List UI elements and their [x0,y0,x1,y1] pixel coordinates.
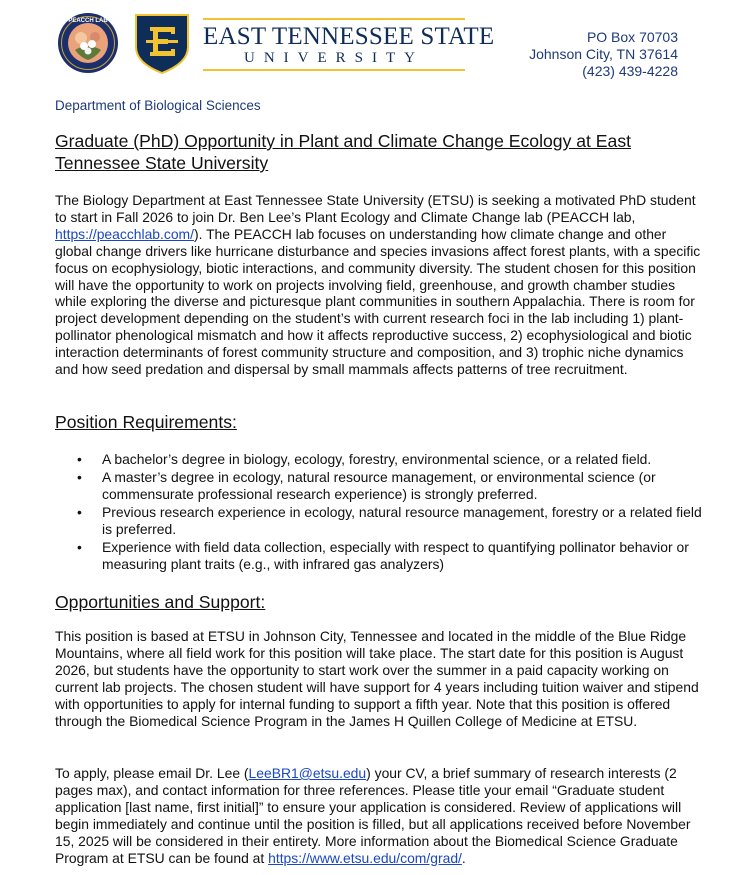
etsu-shield-logo [134,13,190,75]
department-name: Department of Biological Sciences [55,98,261,113]
requirement-item [55,539,705,573]
requirement-text: Previous research experience in ecology, natural resource management, forestry or a related field is preferred. [102,504,702,537]
address-phone: (423) 439-4228 [582,63,678,79]
requirement-item [55,451,705,468]
requirement-text: A bachelor’s degree in biology, ecology, forestry, environmental science, or a related field. [102,451,652,467]
mailing-address [529,29,678,80]
intro-text-2: ). The PEACCH lab focuses on understanding how climate change and other global change drivers like hurricane disturbance and species invasions affect forest plants, with a specific focus on ecophysiology, biotic interactions, and community diversity. The student chosen for this position will have the opportunity to work on projects involving field, greenhouse, and growth chamber studies while exploring the diverse and picturesque plant communities in southern Appalachia. There is room for project development depending on the student’s with current research foci in the lab including 1) plant-pollinator phenological mismatch and how it affects reproductive success, 2) ecophysiological and biotic interaction determinants of forest community structure and composition, and 3) trophic niche dynamics and how seed predation and dispersal by small mammals affects patterns of tree recruitment. [55,225,701,378]
requirement-item [55,504,705,538]
bullet-icon: • [77,469,82,485]
letterhead [0,0,750,90]
peacch-lab-logo [57,12,119,74]
opportunities-paragraph: This position is based at ETSU in Johnson City, Tennessee and located in the middle of the Blue Ridge Mountains, where all field work for this position will take place. The start date for this position is August 2026, but students have the opportunity to start work over the summer in a paid capacity working on current lab projects. The chosen student will have support for 4 years including tuition waiver and stipend with opportunities to apply for internal funding to support a fifth year. Note that this position is offered through the Biomedical Science Program in the James H Quillen College of Medicine at ETSU. [55,628,699,729]
apply-text-2: ) your CV, a brief summary of research interests (2 pages max), and contact information for three references. Please title your email “Graduate student application [last name, first initial]” to ensure your application is considered. Review of applications will begin immediately and continue until the position is filled, but all applications received before November 15, 2025 will be considered in their entirety. More information about the Biomedical Science Graduate Program at ETSU can be found at [55,765,691,866]
opportunities-heading: Opportunities and Support: [55,592,266,612]
wordmark-line2: UNIVERSITY [244,50,424,66]
gold-rule-bottom [203,69,465,71]
apply-paragraph [55,765,707,866]
etsu-wordmark [203,16,495,72]
svg-text:PEACCH LAB: PEACCH LAB [68,18,108,24]
peacch-lab-link[interactable]: https://peacchlab.com/ [55,225,194,242]
requirement-item [55,469,705,503]
requirement-text: A master’s degree in ecology, natural resource management, or environmental science (or commensurate professional research experience) is strongly preferred. [102,469,656,502]
wordmark-line1: EAST TENNESSEE STATE [203,23,495,50]
requirements-heading: Position Requirements: [55,412,237,432]
requirement-text: Experience with field data collection, especially with respect to quantifying pollinator behavior or measuring plant traits (e.g., with infrared gas analyzers) [102,539,689,572]
gold-rule-top [203,18,465,20]
apply-text-1: To apply, please email Dr. Lee ( [55,765,249,781]
email-link[interactable]: LeeBR1@etsu.edu [248,765,367,781]
bullet-icon: • [77,539,82,555]
intro-paragraph [55,192,707,378]
grad-program-link[interactable]: https://www.etsu.edu/com/grad/ [268,849,462,866]
page-title: Graduate (PhD) Opportunity in Plant and Climate Change Ecology at East Tennessee State University [55,131,632,173]
bullet-icon: • [77,504,82,520]
address-po-box: PO Box 70703 [586,29,678,45]
address-city: Johnson City, TN 37614 [529,46,678,62]
requirements-list [55,451,705,574]
apply-text-3: . [461,849,466,866]
intro-text-1: The Biology Department at East Tennessee State University (ETSU) is seeking a motivated PhD student to start in Fall 2026 to join Dr. Ben Lee’s Plant Ecology and Climate Change lab (PEACCH lab, [55,192,696,225]
bullet-icon: • [77,451,82,467]
